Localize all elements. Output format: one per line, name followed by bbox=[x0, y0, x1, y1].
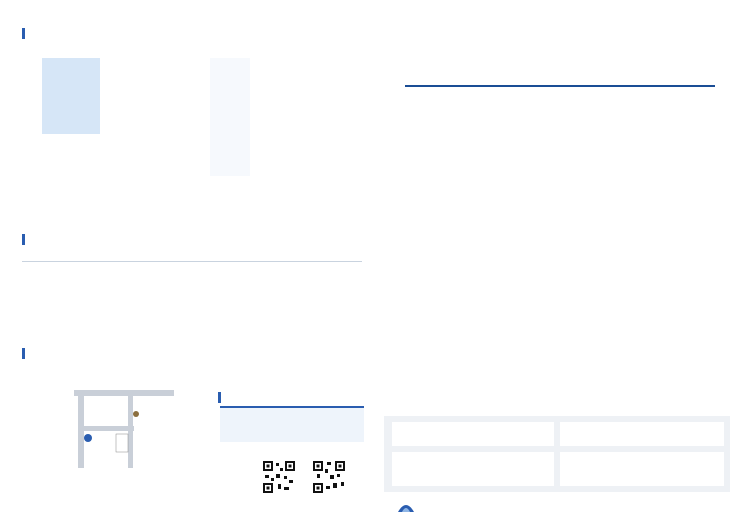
map bbox=[56, 376, 176, 468]
map-svg bbox=[56, 376, 176, 468]
offering-title bbox=[218, 392, 225, 403]
sunday-worship-label bbox=[42, 58, 100, 134]
qr-website[interactable] bbox=[262, 460, 296, 494]
section-title-directions bbox=[22, 348, 37, 359]
staff-headers bbox=[22, 250, 362, 262]
dept-time bbox=[284, 58, 316, 176]
title-bar bbox=[22, 234, 25, 245]
section-title-staff bbox=[22, 234, 29, 245]
staff-header bbox=[144, 250, 266, 261]
header-rule bbox=[405, 85, 715, 87]
box-healing bbox=[560, 452, 724, 486]
staff-header bbox=[22, 250, 144, 261]
title-bar bbox=[22, 348, 25, 359]
title-bar bbox=[218, 392, 221, 403]
location-cell bbox=[210, 58, 250, 176]
qr-youtube[interactable] bbox=[312, 460, 346, 494]
box-praise bbox=[392, 452, 554, 486]
title-bar bbox=[22, 28, 25, 39]
worship-table bbox=[42, 58, 360, 176]
box-youth bbox=[392, 422, 554, 446]
church-logo-icon bbox=[396, 496, 416, 516]
box-wednesday bbox=[560, 422, 724, 446]
qr-youtube-icon bbox=[312, 460, 346, 494]
section-title-worship bbox=[22, 28, 29, 39]
qr-website-icon bbox=[262, 460, 296, 494]
offering-box bbox=[220, 406, 364, 442]
